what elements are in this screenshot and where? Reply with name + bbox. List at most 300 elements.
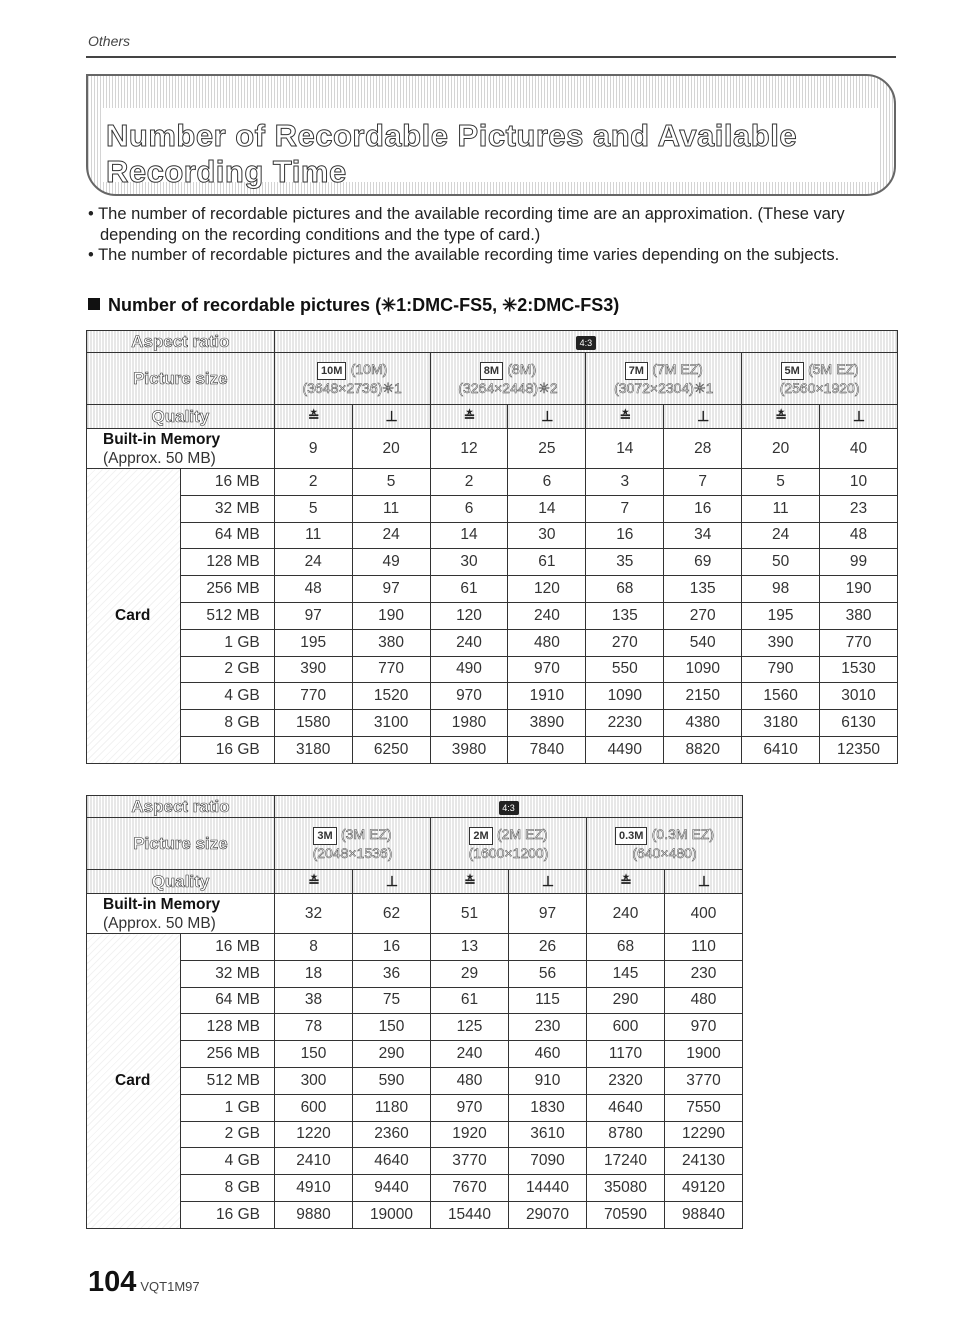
card-value-cell: 15440 xyxy=(431,1201,509,1228)
card-value-cell: 3770 xyxy=(665,1067,743,1094)
card-value-cell: 7 xyxy=(586,495,664,522)
card-label-cell xyxy=(87,934,181,1229)
builtin-memory-approx: (Approx. 50 MB) xyxy=(103,449,216,467)
card-capacity-cell: 1 GB xyxy=(180,629,274,656)
card-value-cell: 270 xyxy=(664,602,742,629)
picture-size-line xyxy=(431,826,586,845)
card-capacity-cell: 64 MB xyxy=(180,522,274,549)
picture-size-resolution: (1600×1200) xyxy=(468,845,549,861)
card-capacity-cell: 2 GB xyxy=(180,656,274,683)
card-value-cell: 16 xyxy=(586,522,664,549)
card-value-cell: 30 xyxy=(508,522,586,549)
card-label: Card xyxy=(115,1071,151,1089)
quality-cell xyxy=(274,405,352,429)
picture-size-badge-icon: 10M xyxy=(317,362,346,380)
quality-cell xyxy=(352,405,430,429)
card-value-cell: 14 xyxy=(508,495,586,522)
builtin-memory-label-cell xyxy=(87,429,275,469)
card-capacity-cell: 16 MB xyxy=(180,469,274,496)
picture-size-line xyxy=(742,361,897,380)
card-value-cell: 6 xyxy=(430,495,508,522)
quality-cell xyxy=(742,405,820,429)
picture-size-megapixel: (3M EZ) xyxy=(341,826,392,842)
card-label-cell xyxy=(87,469,181,764)
card-value-cell: 1920 xyxy=(431,1121,509,1148)
card-row xyxy=(87,602,898,629)
page-title-line-1: Number of Recordable Pictures and Available xyxy=(106,118,798,153)
card-value-cell: 3890 xyxy=(508,710,586,737)
quality-standard-icon: ⊥ xyxy=(385,407,397,424)
card-value-cell: 98840 xyxy=(665,1201,743,1228)
card-value-cell: 23 xyxy=(820,495,898,522)
aspect-label-cell xyxy=(87,796,275,818)
card-value-cell: 5 xyxy=(352,469,430,496)
bullet-2: • The number of recordable pictures and the available recording time varies depending on the subjects. xyxy=(88,246,840,264)
card-value-cell: 24 xyxy=(274,549,352,576)
card-value-cell: 3 xyxy=(586,469,664,496)
card-value-cell: 2150 xyxy=(664,683,742,710)
quality-fine-icon: ≛ xyxy=(464,872,475,889)
card-value-cell: 35080 xyxy=(587,1175,665,1202)
card-value-cell: 7 xyxy=(664,469,742,496)
card-row xyxy=(87,522,898,549)
picture-size-line xyxy=(586,361,741,380)
card-value-cell: 1980 xyxy=(430,710,508,737)
card-value-cell: 1830 xyxy=(509,1094,587,1121)
builtin-value-cell: 32 xyxy=(275,894,353,934)
card-value-cell: 2360 xyxy=(353,1121,431,1148)
card-value-cell: 1910 xyxy=(508,683,586,710)
builtin-memory-row xyxy=(87,429,898,469)
card-value-cell: 30 xyxy=(430,549,508,576)
builtin-value-cell: 51 xyxy=(431,894,509,934)
picture-size-row xyxy=(87,818,743,870)
quality-fine-icon: ≛ xyxy=(308,872,319,889)
aspect-ratio-label: Aspect ratio xyxy=(131,796,230,816)
quality-fine-icon: ≛ xyxy=(307,407,319,424)
card-value-cell: 290 xyxy=(353,1041,431,1068)
card-row xyxy=(87,576,898,603)
card-value-cell: 240 xyxy=(508,602,586,629)
picture-size-resolution: (3072×2304)✳1 xyxy=(614,379,714,396)
picture-size-megapixel: (7M EZ) xyxy=(652,360,703,377)
card-value-cell: 70590 xyxy=(587,1201,665,1228)
card-value-cell: 61 xyxy=(431,987,509,1014)
quality-cell xyxy=(665,870,743,894)
builtin-memory-row xyxy=(87,894,743,934)
card-value-cell: 3180 xyxy=(742,710,820,737)
card-value-cell: 24 xyxy=(742,522,820,549)
card-value-cell: 3980 xyxy=(430,736,508,763)
picture-size-cell xyxy=(742,353,898,405)
quality-standard-icon: ⊥ xyxy=(697,872,710,889)
card-value-cell: 75 xyxy=(353,987,431,1014)
card-value-cell: 970 xyxy=(665,1014,743,1041)
card-value-cell: 1900 xyxy=(665,1041,743,1068)
page-footer xyxy=(88,1266,200,1299)
card-value-cell: 2230 xyxy=(586,710,664,737)
aspect-value-cell xyxy=(274,331,897,353)
aspect-ratio-label: Aspect ratio xyxy=(131,331,230,351)
card-value-cell: 99 xyxy=(820,549,898,576)
card-value-cell: 7550 xyxy=(665,1094,743,1121)
card-value-cell: 230 xyxy=(509,1014,587,1041)
card-value-cell: 18 xyxy=(275,960,353,987)
card-row xyxy=(87,1148,743,1175)
quality-row xyxy=(87,405,898,429)
card-value-cell: 8780 xyxy=(587,1121,665,1148)
title-box xyxy=(86,74,896,196)
picture-size-resolution: (2048×1536) xyxy=(312,845,393,861)
card-row xyxy=(87,549,898,576)
card-row xyxy=(87,1201,743,1228)
card-value-cell: 125 xyxy=(431,1014,509,1041)
card-row xyxy=(87,710,898,737)
card-row xyxy=(87,1067,743,1094)
card-value-cell: 600 xyxy=(275,1094,353,1121)
card-value-cell: 120 xyxy=(508,576,586,603)
picture-size-resolution: (3264×2448)✳2 xyxy=(458,379,558,396)
card-value-cell: 115 xyxy=(509,987,587,1014)
card-capacity-cell: 128 MB xyxy=(180,549,274,576)
card-value-cell: 4380 xyxy=(664,710,742,737)
card-value-cell: 48 xyxy=(820,522,898,549)
card-capacity-cell: 64 MB xyxy=(181,987,275,1014)
card-value-cell: 4640 xyxy=(587,1094,665,1121)
card-row xyxy=(87,1041,743,1068)
picture-size-resolution: (2560×1920) xyxy=(779,380,860,396)
builtin-value-cell: 400 xyxy=(665,894,743,934)
card-value-cell: 8820 xyxy=(664,736,742,763)
recordable-table-1 xyxy=(86,330,898,764)
card-capacity-cell: 512 MB xyxy=(181,1067,275,1094)
card-value-cell: 390 xyxy=(274,656,352,683)
card-value-cell: 540 xyxy=(664,629,742,656)
card-capacity-cell: 4 GB xyxy=(181,1148,275,1175)
card-value-cell: 98 xyxy=(742,576,820,603)
card-value-cell: 12350 xyxy=(820,736,898,763)
picture-size-label: Picture size xyxy=(133,833,228,853)
card-row xyxy=(87,683,898,710)
card-value-cell: 970 xyxy=(431,1094,509,1121)
builtin-value-cell: 12 xyxy=(430,429,508,469)
quality-label-cell xyxy=(87,870,275,894)
quality-fine-icon: ≛ xyxy=(463,407,475,424)
card-value-cell: 195 xyxy=(742,602,820,629)
card-value-cell: 1220 xyxy=(275,1121,353,1148)
quality-fine-icon: ≛ xyxy=(619,407,631,424)
card-value-cell: 3100 xyxy=(352,710,430,737)
card-row xyxy=(87,656,898,683)
card-capacity-cell: 32 MB xyxy=(180,495,274,522)
card-value-cell: 770 xyxy=(352,656,430,683)
card-value-cell: 11 xyxy=(274,522,352,549)
card-value-cell: 110 xyxy=(665,934,743,961)
card-value-cell: 12290 xyxy=(665,1121,743,1148)
card-value-cell: 1090 xyxy=(664,656,742,683)
card-value-cell: 270 xyxy=(586,629,664,656)
aspect-row xyxy=(87,796,743,818)
card-value-cell: 49 xyxy=(352,549,430,576)
aspect-value-cell xyxy=(275,796,743,818)
card-value-cell: 26 xyxy=(509,934,587,961)
card-value-cell: 97 xyxy=(352,576,430,603)
aspect-label-cell xyxy=(87,331,275,353)
card-value-cell: 1520 xyxy=(352,683,430,710)
card-value-cell: 61 xyxy=(430,576,508,603)
picture-size-label-cell xyxy=(87,353,275,405)
builtin-value-cell: 62 xyxy=(353,894,431,934)
card-row xyxy=(87,469,898,496)
recordable-table-2 xyxy=(86,795,743,1229)
picture-size-resolution: (3648×2736)✳1 xyxy=(302,379,402,396)
builtin-value-cell: 97 xyxy=(509,894,587,934)
builtin-memory-approx: (Approx. 50 MB) xyxy=(103,914,216,932)
card-value-cell: 2410 xyxy=(275,1148,353,1175)
card-value-cell: 29070 xyxy=(509,1201,587,1228)
card-value-cell: 770 xyxy=(274,683,352,710)
card-value-cell: 16 xyxy=(664,495,742,522)
card-capacity-cell: 8 GB xyxy=(181,1175,275,1202)
card-value-cell: 61 xyxy=(508,549,586,576)
card-value-cell: 1580 xyxy=(274,710,352,737)
picture-size-megapixel: (2M EZ) xyxy=(497,826,548,842)
card-value-cell: 38 xyxy=(275,987,353,1014)
card-value-cell: 5 xyxy=(742,469,820,496)
card-value-cell: 56 xyxy=(509,960,587,987)
card-value-cell: 1560 xyxy=(742,683,820,710)
picture-size-row xyxy=(87,353,898,405)
picture-size-line xyxy=(431,361,586,380)
card-value-cell: 2 xyxy=(274,469,352,496)
builtin-memory-label-cell xyxy=(87,894,275,934)
card-value-cell: 290 xyxy=(587,987,665,1014)
quality-cell xyxy=(586,405,664,429)
card-value-cell: 120 xyxy=(430,602,508,629)
picture-size-line xyxy=(587,826,742,845)
card-value-cell: 2320 xyxy=(587,1067,665,1094)
card-value-cell: 380 xyxy=(352,629,430,656)
card-value-cell: 910 xyxy=(509,1067,587,1094)
card-value-cell: 7090 xyxy=(509,1148,587,1175)
card-value-cell: 11 xyxy=(352,495,430,522)
card-value-cell: 480 xyxy=(431,1067,509,1094)
card-capacity-cell: 16 GB xyxy=(180,736,274,763)
builtin-value-cell: 28 xyxy=(664,429,742,469)
card-value-cell: 8 xyxy=(275,934,353,961)
card-value-cell: 970 xyxy=(508,656,586,683)
card-value-cell: 190 xyxy=(352,602,430,629)
card-value-cell: 34 xyxy=(664,522,742,549)
card-value-cell: 49120 xyxy=(665,1175,743,1202)
card-value-cell: 390 xyxy=(742,629,820,656)
card-value-cell: 145 xyxy=(587,960,665,987)
page-title xyxy=(106,118,797,190)
picture-size-cell xyxy=(586,353,742,405)
quality-fine-icon: ≛ xyxy=(620,872,631,889)
card-value-cell: 550 xyxy=(586,656,664,683)
picture-size-cell xyxy=(587,818,743,870)
card-value-cell: 970 xyxy=(430,683,508,710)
quality-cell xyxy=(275,870,353,894)
card-value-cell: 3610 xyxy=(509,1121,587,1148)
picture-size-badge-icon: 2M xyxy=(469,827,492,845)
card-value-cell: 6130 xyxy=(820,710,898,737)
quality-standard-icon: ⊥ xyxy=(385,872,398,889)
card-value-cell: 14 xyxy=(430,522,508,549)
card-value-cell: 29 xyxy=(431,960,509,987)
card-capacity-cell: 32 MB xyxy=(181,960,275,987)
card-capacity-cell: 1 GB xyxy=(181,1094,275,1121)
builtin-value-cell: 240 xyxy=(587,894,665,934)
card-value-cell: 300 xyxy=(275,1067,353,1094)
card-row xyxy=(87,987,743,1014)
document-code: VQT1M97 xyxy=(140,1279,200,1294)
card-value-cell: 11 xyxy=(742,495,820,522)
card-value-cell: 195 xyxy=(274,629,352,656)
quality-cell xyxy=(353,870,431,894)
picture-size-label-cell xyxy=(87,818,275,870)
subheading xyxy=(88,295,619,316)
card-value-cell: 600 xyxy=(587,1014,665,1041)
card-value-cell: 68 xyxy=(587,934,665,961)
card-value-cell: 19000 xyxy=(353,1201,431,1228)
card-value-cell: 135 xyxy=(664,576,742,603)
card-capacity-cell: 2 GB xyxy=(181,1121,275,1148)
picture-size-line xyxy=(275,826,430,845)
quality-label: Quality xyxy=(151,871,210,891)
picture-size-line xyxy=(275,361,430,380)
picture-size-resolution: (640×480) xyxy=(632,845,697,861)
bullet-1: • The number of recordable pictures and the available recording time are an approximation. (These vary depending on the recording conditions and the type of card.) xyxy=(88,205,845,244)
card-value-cell: 17240 xyxy=(587,1148,665,1175)
subheading-text: Number of recordable pictures (✳1:DMC-FS5, ✳2:DMC-FS3) xyxy=(108,295,620,315)
builtin-value-cell: 25 xyxy=(508,429,586,469)
card-value-cell: 2 xyxy=(430,469,508,496)
card-row xyxy=(87,934,743,961)
picture-size-badge-icon: 5M xyxy=(781,362,804,380)
card-value-cell: 6250 xyxy=(352,736,430,763)
card-value-cell: 770 xyxy=(820,629,898,656)
aspect-row xyxy=(87,331,898,353)
card-capacity-cell: 8 GB xyxy=(180,710,274,737)
card-value-cell: 14440 xyxy=(509,1175,587,1202)
card-value-cell: 24 xyxy=(352,522,430,549)
card-capacity-cell: 256 MB xyxy=(180,576,274,603)
builtin-memory-label: Built-in Memory xyxy=(103,895,221,913)
card-value-cell: 16 xyxy=(353,934,431,961)
card-value-cell: 590 xyxy=(353,1067,431,1094)
quality-standard-icon: ⊥ xyxy=(541,872,554,889)
card-value-cell: 4640 xyxy=(353,1148,431,1175)
card-value-cell: 3180 xyxy=(274,736,352,763)
card-value-cell: 9880 xyxy=(275,1201,353,1228)
card-value-cell: 150 xyxy=(353,1014,431,1041)
picture-size-megapixel: (5M EZ) xyxy=(808,361,859,377)
card-value-cell: 68 xyxy=(586,576,664,603)
picture-size-megapixel: (0.3M EZ) xyxy=(651,826,714,842)
quality-row xyxy=(87,870,743,894)
card-value-cell: 1170 xyxy=(587,1041,665,1068)
quality-standard-icon: ⊥ xyxy=(697,407,709,424)
card-value-cell: 1090 xyxy=(586,683,664,710)
card-row xyxy=(87,1094,743,1121)
card-value-cell: 240 xyxy=(430,629,508,656)
picture-size-badge-icon: 0.3M xyxy=(615,827,647,845)
card-value-cell: 10 xyxy=(820,469,898,496)
picture-size-megapixel: (8M) xyxy=(507,360,537,377)
builtin-value-cell: 9 xyxy=(274,429,352,469)
quality-label-cell xyxy=(87,405,275,429)
card-value-cell: 48 xyxy=(274,576,352,603)
quality-cell xyxy=(508,405,586,429)
card-value-cell: 9440 xyxy=(353,1175,431,1202)
card-value-cell: 4910 xyxy=(275,1175,353,1202)
picture-size-label: Picture size xyxy=(133,368,228,388)
picture-size-cell xyxy=(274,353,430,405)
bullet-list xyxy=(86,204,896,266)
builtin-memory-label: Built-in Memory xyxy=(103,430,221,448)
picture-size-megapixel: (10M) xyxy=(350,360,388,377)
card-value-cell: 230 xyxy=(665,960,743,987)
card-value-cell: 24130 xyxy=(665,1148,743,1175)
builtin-value-cell: 40 xyxy=(820,429,898,469)
picture-size-cell xyxy=(431,818,587,870)
card-value-cell: 13 xyxy=(431,934,509,961)
aspect-4-3-icon: 4:3 xyxy=(499,801,519,815)
card-value-cell: 1530 xyxy=(820,656,898,683)
page-title-line-2: Recording Time xyxy=(106,154,347,189)
card-row xyxy=(87,736,898,763)
card-capacity-cell: 16 GB xyxy=(181,1201,275,1228)
quality-cell xyxy=(820,405,898,429)
picture-size-cell xyxy=(275,818,431,870)
section-label: Others xyxy=(88,33,131,49)
page-number: 104 xyxy=(88,1266,137,1298)
card-value-cell: 6410 xyxy=(742,736,820,763)
card-capacity-cell: 4 GB xyxy=(180,683,274,710)
card-value-cell: 3770 xyxy=(431,1148,509,1175)
builtin-value-cell: 20 xyxy=(352,429,430,469)
card-value-cell: 7670 xyxy=(431,1175,509,1202)
card-value-cell: 480 xyxy=(508,629,586,656)
card-label: Card xyxy=(115,606,151,624)
quality-standard-icon: ⊥ xyxy=(541,407,553,424)
card-value-cell: 69 xyxy=(664,549,742,576)
card-value-cell: 35 xyxy=(586,549,664,576)
quality-label: Quality xyxy=(151,406,210,426)
builtin-value-cell: 20 xyxy=(742,429,820,469)
picture-size-badge-icon: 3M xyxy=(313,827,336,845)
card-capacity-cell: 16 MB xyxy=(181,934,275,961)
card-value-cell: 460 xyxy=(509,1041,587,1068)
quality-cell xyxy=(664,405,742,429)
card-capacity-cell: 512 MB xyxy=(180,602,274,629)
card-value-cell: 490 xyxy=(430,656,508,683)
quality-fine-icon: ≛ xyxy=(775,407,786,424)
card-value-cell: 150 xyxy=(275,1041,353,1068)
square-bullet-icon xyxy=(88,298,100,310)
card-value-cell: 380 xyxy=(820,602,898,629)
quality-cell xyxy=(431,870,509,894)
card-row xyxy=(87,1014,743,1041)
card-value-cell: 36 xyxy=(353,960,431,987)
card-capacity-cell: 256 MB xyxy=(181,1041,275,1068)
card-capacity-cell: 128 MB xyxy=(181,1014,275,1041)
card-value-cell: 6 xyxy=(508,469,586,496)
picture-size-badge-icon: 8M xyxy=(480,362,503,380)
picture-size-cell xyxy=(430,353,586,405)
